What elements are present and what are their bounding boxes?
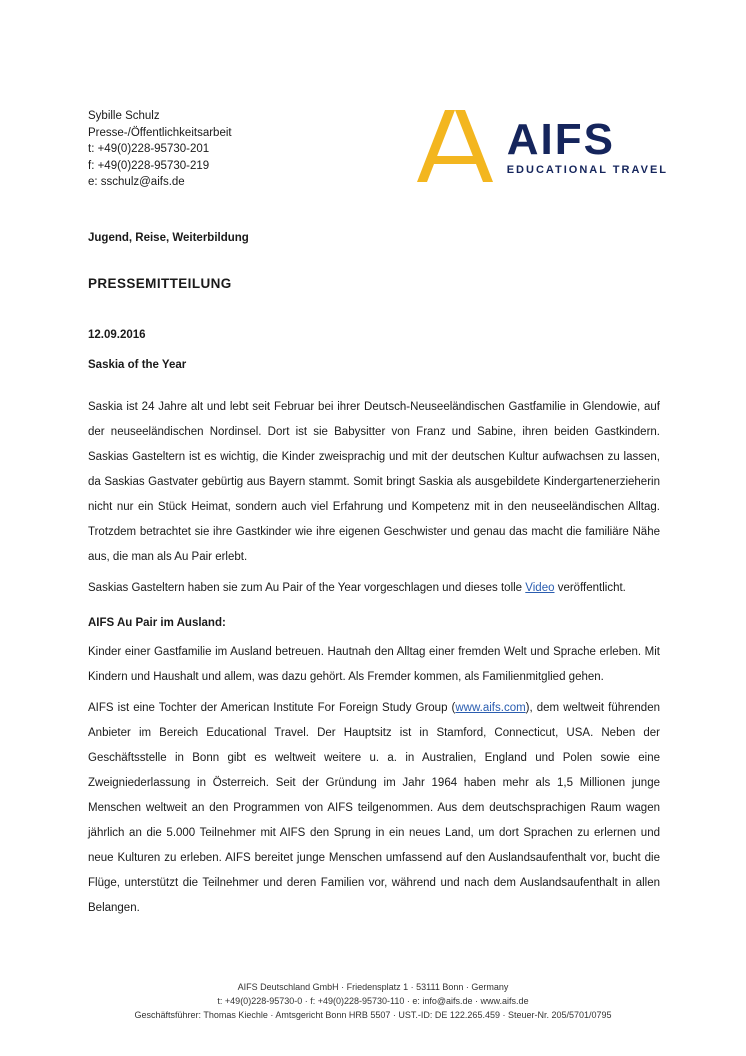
contact-fax: f: +49(0)228-95730-219 <box>88 159 210 172</box>
paragraph-1: Saskia ist 24 Jahre alt und lebt seit Februar bei ihrer Deutsch-Neuseeländischen Gastfamilie in Glendowie, auf der neuseeländischen Nordinsel. Dort ist sie Babysitter von Franz und Sabine, ihren beiden Gastkindern. Saskias Gasteltern ist es wichtig, die Kinder zweisprachig und mit der deutschen Kultur aufwachsen zu lassen, da Saskias Gastvater gebürtig aus Bayern stammt. Somit bringt Saskia als ausgebildete Kindergartenerzieherin nicht nur ein Stück Heimat, sondern auch viel Erfahrung und Kompetenz mit in den neuseeländischen Alltag. Trotzdem betrachtet sie ihre Gastkinder wie ihre eigenen Geschwister und genau das macht die familiäre Nähe aus, die man als Au Pair erlebt. <box>88 401 660 563</box>
contact-phone: t: +49(0)228-95730-201 <box>88 143 210 155</box>
contact-block <box>88 108 232 191</box>
release-subject: Saskia of the Year <box>88 359 187 371</box>
page-footer <box>0 980 746 1022</box>
video-link[interactable]: Video <box>525 582 555 594</box>
contact-role: Presse-/Öffentlichkeitsarbeit <box>88 126 232 139</box>
paragraph-4-before: AIFS ist eine Tochter der American Institute For Foreign Study Group ( <box>88 702 456 714</box>
aifs-logo <box>415 108 668 184</box>
contact-email: e: sschulz@aifs.de <box>88 176 185 188</box>
document-body <box>88 232 660 927</box>
aifs-wordmark <box>507 108 668 176</box>
aifs-logo-tagline: EDUCATIONAL TRAVEL <box>506 164 668 176</box>
paragraph-2 <box>88 576 660 601</box>
contact-name: Sybille Schulz <box>88 110 160 122</box>
page-title: PRESSEMITTEILUNG <box>88 276 232 291</box>
aifs-a-monogram-icon <box>415 108 501 184</box>
footer-line-3: Geschäftsführer: Thomas Kiechle · Amtsgericht Bonn HRB 5507 · UST.-ID: DE 122.265.459 · Steuer-Nr. 205/5701/0795 <box>134 1010 612 1020</box>
section-heading-au-pair: AIFS Au Pair im Ausland: <box>88 617 226 629</box>
letter-head <box>88 108 668 191</box>
aifs-website-link[interactable]: www.aifs.com <box>455 702 526 714</box>
paragraph-2-after: veröffentlicht. <box>554 582 626 594</box>
footer-line-1: AIFS Deutschland GmbH · Friedensplatz 1 · 53111 Bonn · Germany <box>237 982 509 992</box>
footer-line-2: t: +49(0)228-95730-0 · f: +49(0)228-95730-110 · e: info@aifs.de · www.aifs.de <box>217 996 529 1006</box>
aifs-wordmark-text: AIFS <box>506 115 615 164</box>
paragraph-4-after: ), dem weltweit führenden Anbieter im Bereich Educational Travel. Der Hauptsitz ist in Stamford, Connecticut, USA. Neben der Geschäftsstelle in Bonn gibt es weltweit weitere u. a. in Australien, England und Polen sowie eine Zweigniederlassung in Österreich. Seit der Gründung im Jahr 1964 haben mehr als 1,5 Millionen junge Menschen weltweit an den Programmen von AIFS teilgenommen. Aus dem deutschsprachigen Raum wagen jährlich an die 5.000 Teilnehmer mit AIFS den Sprung in ein neues Land, um dort Sprachen zu erlernen und neue Kulturen zu erleben. AIFS bereitet junge Menschen umfassend auf den Auslandsaufenthalt vor, bucht die Flüge, unterstützt die Teilnehmer und deren Familien vor, während und nach dem Auslandsaufenthalt in allen Belangen. <box>88 702 660 914</box>
paragraph-2-before: Saskias Gasteltern haben sie zum Au Pair of the Year vorgeschlagen und dieses tolle <box>88 582 526 594</box>
paragraph-4 <box>88 696 660 921</box>
company-tagline: Jugend, Reise, Weiterbildung <box>88 232 249 244</box>
release-date: 12.09.2016 <box>88 329 146 341</box>
paragraph-3: Kinder einer Gastfamilie im Ausland betreuen. Hautnah den Alltag einer fremden Welt und Sprache erleben. Mit Kindern und Haushalt und allem, was dazu gehört. Als Fremder kommen, als Familienmitglied gehen. <box>88 646 660 683</box>
